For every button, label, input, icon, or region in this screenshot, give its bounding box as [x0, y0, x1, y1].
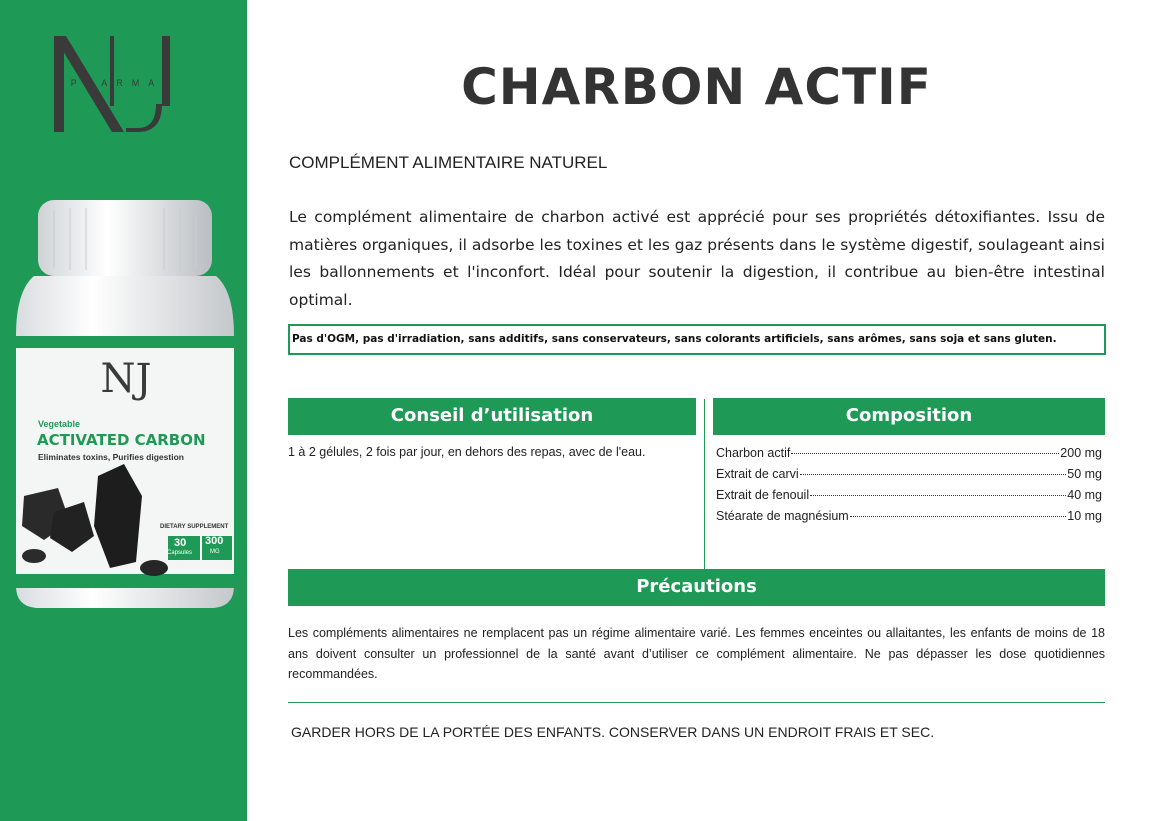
label-dose: 300: [205, 535, 224, 547]
label-category: DIETARY SUPPLEMENT: [160, 524, 229, 530]
svg-text:NJ: NJ: [100, 356, 152, 402]
leader-dots: [850, 516, 1067, 517]
composition-name: Charbon actif: [716, 446, 791, 460]
composition-heading: Composition: [713, 398, 1105, 435]
composition-name: Stéarate de magnésium: [716, 509, 849, 523]
page-title: CHARBON ACTIF: [461, 58, 932, 116]
footer-warning: GARDER HORS DE LA PORTÉE DES ENFANTS. CONSERVER DANS UN ENDROIT FRAIS ET SEC.: [291, 724, 935, 740]
usage-text: 1 à 2 gélules, 2 fois par jour, en dehors des repas, avec de l'eau.: [288, 445, 646, 459]
composition-list: [716, 446, 1102, 530]
composition-row: [716, 467, 1102, 488]
composition-amount: 10 mg: [1067, 509, 1102, 523]
page-subtitle: COMPLÉMENT ALIMENTAIRE NATUREL: [289, 153, 608, 172]
leader-dots: [800, 474, 1067, 475]
leader-dots: [810, 495, 1066, 496]
column-divider: [704, 399, 705, 569]
precautions-heading: Précautions: [288, 569, 1105, 606]
precautions-text: Les compléments alimentaires ne remplacent pas un régime alimentaire varié. Les femmes enceintes ou allaitantes, les enfants de moins de 18 ans doivent consulter un professionnel de la santé avant d’utiliser ce complément alimentaire. Ne pas dépasser les dose quotidiennes recommandées.: [288, 626, 1105, 681]
composition-amount: 40 mg: [1067, 488, 1102, 502]
label-count: 30: [174, 537, 187, 549]
section-divider: [288, 702, 1105, 703]
logo-subtext: PHARMA: [70, 78, 164, 88]
composition-amount: 50 mg: [1067, 467, 1102, 481]
brand-sidebar: [0, 0, 247, 821]
notice-box: Pas d'OGM, pas d'irradiation, sans additifs, sans conservateurs, sans colorants artificiels, sans arômes, sans soja et sans gluten.: [288, 324, 1106, 355]
product-bottle-image: [14, 196, 236, 616]
label-kind: Vegetable: [38, 419, 81, 429]
label-tagline: Eliminates toxins, Purifies digestion: [38, 452, 184, 462]
composition-row: [716, 488, 1102, 509]
composition-row: [716, 509, 1102, 530]
intro-paragraph: Le complément alimentaire de charbon activé est apprécié pour ses propriétés détoxifiantes. Issu de matières organiques, il adsorbe les toxines et les gaz présents dans le système digestif, soulageant ainsi les ballonnements et l'inconfort. Idéal pour soutenir la digestion, il contribue au bien-être intestinal optimal.: [289, 208, 1105, 309]
brand-logo: [52, 34, 180, 134]
label-count-unit: Capsules: [167, 550, 193, 556]
label-dose-unit: MG: [210, 549, 220, 555]
label-product-name: ACTIVATED CARBON: [37, 431, 206, 449]
usage-heading: Conseil d’utilisation: [288, 398, 696, 435]
composition-row: [716, 446, 1102, 467]
leader-dots: [791, 453, 1059, 454]
composition-name: Extrait de carvi: [716, 467, 799, 481]
composition-amount: 200 mg: [1060, 446, 1102, 460]
composition-name: Extrait de fenouil: [716, 488, 810, 502]
